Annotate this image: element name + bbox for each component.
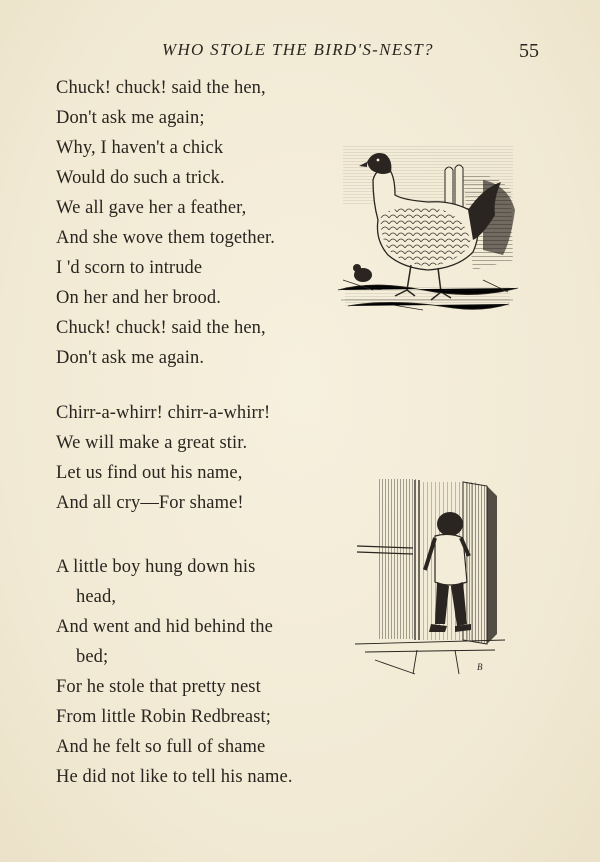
poem-line: And went and hid behind the <box>56 617 273 637</box>
poem-line-continuation: bed; <box>76 647 109 667</box>
poem-line: Chuck! chuck! said the hen, <box>56 318 266 338</box>
poem-line: Would do such a trick. <box>56 168 225 188</box>
running-title: WHO STOLE THE BIRD'S-NEST? <box>162 40 434 59</box>
poem-line: Why, I haven't a chick <box>56 138 224 158</box>
poem-line: Let us find out his name, <box>56 463 243 483</box>
poem-line: He did not like to tell his name. <box>56 767 293 787</box>
stanza-hen <box>56 73 275 373</box>
poem-line-continuation: head, <box>76 587 117 607</box>
svg-text:B: B <box>477 662 483 672</box>
poem-line: Don't ask me again. <box>56 348 205 368</box>
poem-line: Chuck! chuck! said the hen, <box>56 78 266 98</box>
boy-hiding-illustration <box>355 474 505 679</box>
poem-line: From little Robin Redbreast; <box>56 707 272 727</box>
poem-line: Don't ask me again; <box>56 108 205 128</box>
poem-line: We will make a great stir. <box>56 433 248 453</box>
poem-line: A little boy hung down his <box>56 557 256 577</box>
poem-line: And all cry—For shame! <box>56 493 244 513</box>
poem-line: Chirr-a-whirr! chirr-a-whirr! <box>56 403 271 423</box>
poem-line: On her and her brood. <box>56 288 221 308</box>
poem-line: We all gave her a feather, <box>56 198 247 218</box>
stanza-boy <box>56 552 293 792</box>
poem-line: And he felt so full of shame <box>56 737 266 757</box>
page-number: 55 <box>519 40 539 62</box>
poem-line: I 'd scorn to intrude <box>56 258 203 278</box>
poem-line: And she wove them together. <box>56 228 275 248</box>
hen-illustration <box>333 140 521 318</box>
stanza-birds <box>56 398 270 518</box>
poem-line: For he stole that pretty nest <box>56 677 261 697</box>
